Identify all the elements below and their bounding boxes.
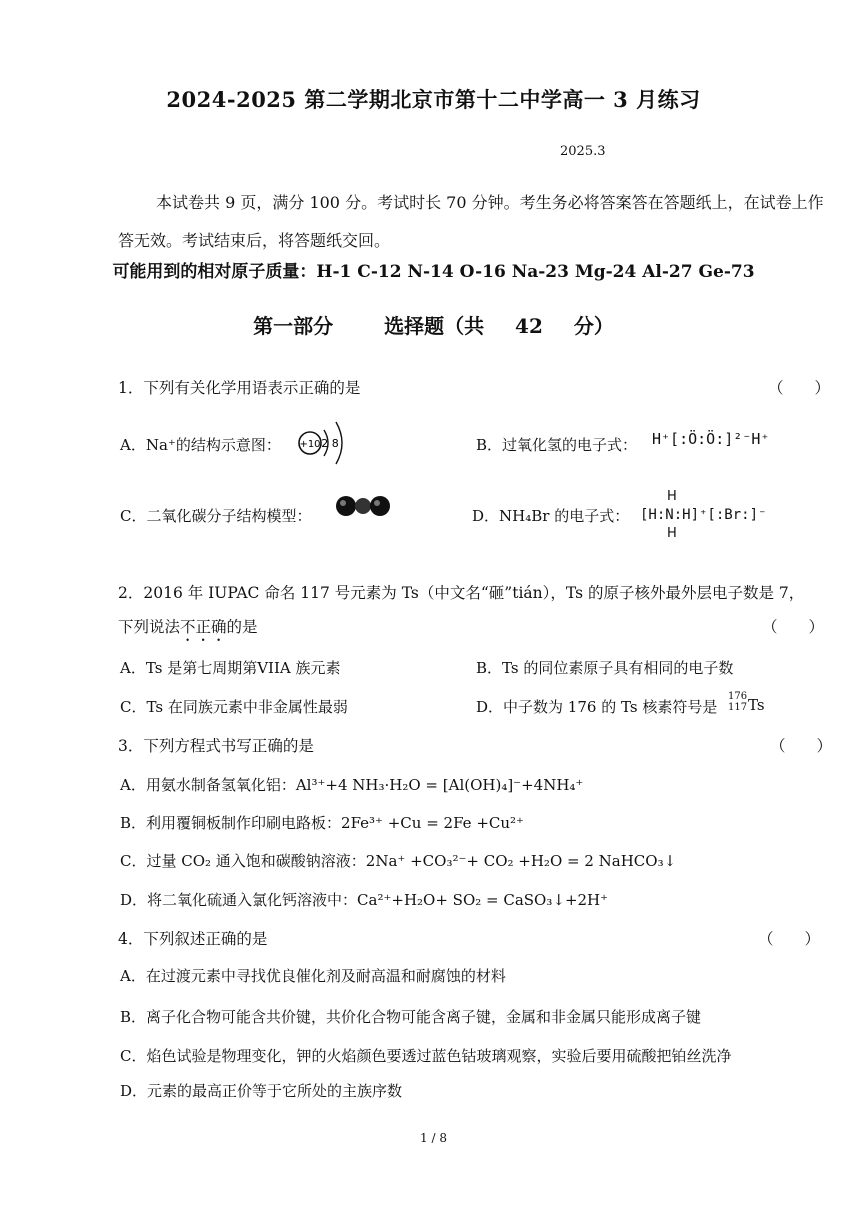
question-1-answer-paren: （ ） (768, 379, 831, 397)
question-2-answer-paren: （ ） (762, 618, 825, 636)
question-3-stem: 3．下列方程式书写正确的是 (118, 737, 314, 755)
shell-electrons: 2 8 (321, 437, 339, 450)
q2-stem-emphasis: 不正确 (180, 618, 227, 636)
q2-stem-pre: 下列说法 (118, 618, 181, 636)
exam-instructions: 本试卷共 9 页，满分 100 分。考试时长 70 分钟。考生务必将答案答在答题纸上，在试卷上作答无效。考试结束后，将答题纸交回。 (118, 193, 824, 250)
question-3-option-d: D．将二氧化硫通入氯化钙溶液中：Ca²⁺+H₂O+ SO₂ = CaSO₃↓+2H⁺ (120, 891, 609, 909)
question-3-option-c: C．过量 CO₂ 通入饱和碳酸钠溶液：2Na⁺ +CO₃²⁻+ CO₂ +H₂O = 2 NaHCO₃↓ (120, 852, 677, 870)
question-1-option-a: A．Na⁺的结构示意图： (120, 436, 281, 454)
nuclide-mass-number: 176 (728, 691, 748, 702)
question-2-option-a: A．Ts 是第七周期第VIIA 族元素 (120, 659, 341, 677)
page-number: 1 / 8 (420, 1131, 447, 1145)
question-3-answer-paren: （ ） (770, 737, 833, 755)
nh4br-bottom-h: H (667, 526, 677, 541)
co2-model-icon (334, 493, 392, 519)
question-1-option-c: C．二氧化碳分子结构模型： (120, 507, 312, 525)
question-4-option-b: B．离子化合物可能含共价键，共价化合物可能含离子键，金属和非金属只能形成离子键 (120, 1008, 702, 1026)
question-1-stem: 1．下列有关化学用语表示正确的是 (118, 379, 361, 397)
question-2-option-b: B．Ts 的同位素原子具有相同的电子数 (476, 659, 734, 677)
exam-title: 2024-2025 第二学期北京市第十二中学高一 3 月练习 (166, 87, 701, 112)
nucleus-charge: +10 (299, 439, 321, 450)
nuclide-symbol: Ts (748, 696, 765, 714)
nuclide-atomic-number: 117 (728, 702, 748, 713)
question-2-stem-line2 (118, 615, 258, 645)
question-2-option-c: C．Ts 在同族元素中非金属性最弱 (120, 698, 348, 716)
question-4-option-d: D．元素的最高正价等于它所处的主族序数 (120, 1082, 403, 1100)
q2-stem-post: 的是 (226, 618, 258, 636)
question-1-option-b: B．过氧化氢的电子式： (476, 436, 638, 454)
question-3-option-a: A．用氨水制备氢氧化铝：Al³⁺+4 NH₃·H₂O = [Al(OH)₄]⁻+4NH₄⁺ (120, 776, 584, 794)
question-3-option-b: B．利用覆铜板制作印刷电路板：2Fe³⁺ +Cu = 2Fe +Cu²⁺ (120, 814, 524, 832)
question-1-option-d: D．NH₄Br 的电子式： (472, 507, 630, 525)
question-4-stem: 4．下列叙述正确的是 (118, 930, 268, 948)
nh4br-top-h: H (667, 489, 677, 504)
question-2-option-d: D．中子数为 176 的 Ts 核素符号是 (476, 698, 718, 716)
question-4-option-a: A．在过渡元素中寻找优良催化剂及耐高温和耐腐蚀的材料 (120, 967, 506, 985)
h2o2-electron-formula: H⁺[:Ö:Ö:]²⁻H⁺ (652, 430, 770, 448)
question-4-option-c: C．焰色试验是物理变化，钾的火焰颜色要透过蓝色钴玻璃观察，实验后要用硫酸把铂丝洗净 (120, 1047, 732, 1065)
exam-date: 2025.3 (560, 144, 606, 159)
nh4br-electron-formula: [H:N:H]⁺[:Br:]⁻ (640, 507, 767, 523)
question-4-answer-paren: （ ） (758, 930, 821, 948)
na-ion-structure-diagram (296, 418, 356, 468)
nuclide-notation (728, 691, 746, 713)
question-2-stem-line1: 2．2016 年 IUPAC 命名 117 号元素为 Ts（中文名“砸”tián），Ts 的原子核外最外层电子数是 7， (118, 584, 805, 602)
atomic-masses: 可能用到的相对原子质量：H-1 C-12 N-14 O-16 Na-23 Mg-24 Al-27 Ge-73 (112, 262, 755, 282)
section-heading: 第一部分 选择题（共 42 分） (253, 314, 614, 338)
